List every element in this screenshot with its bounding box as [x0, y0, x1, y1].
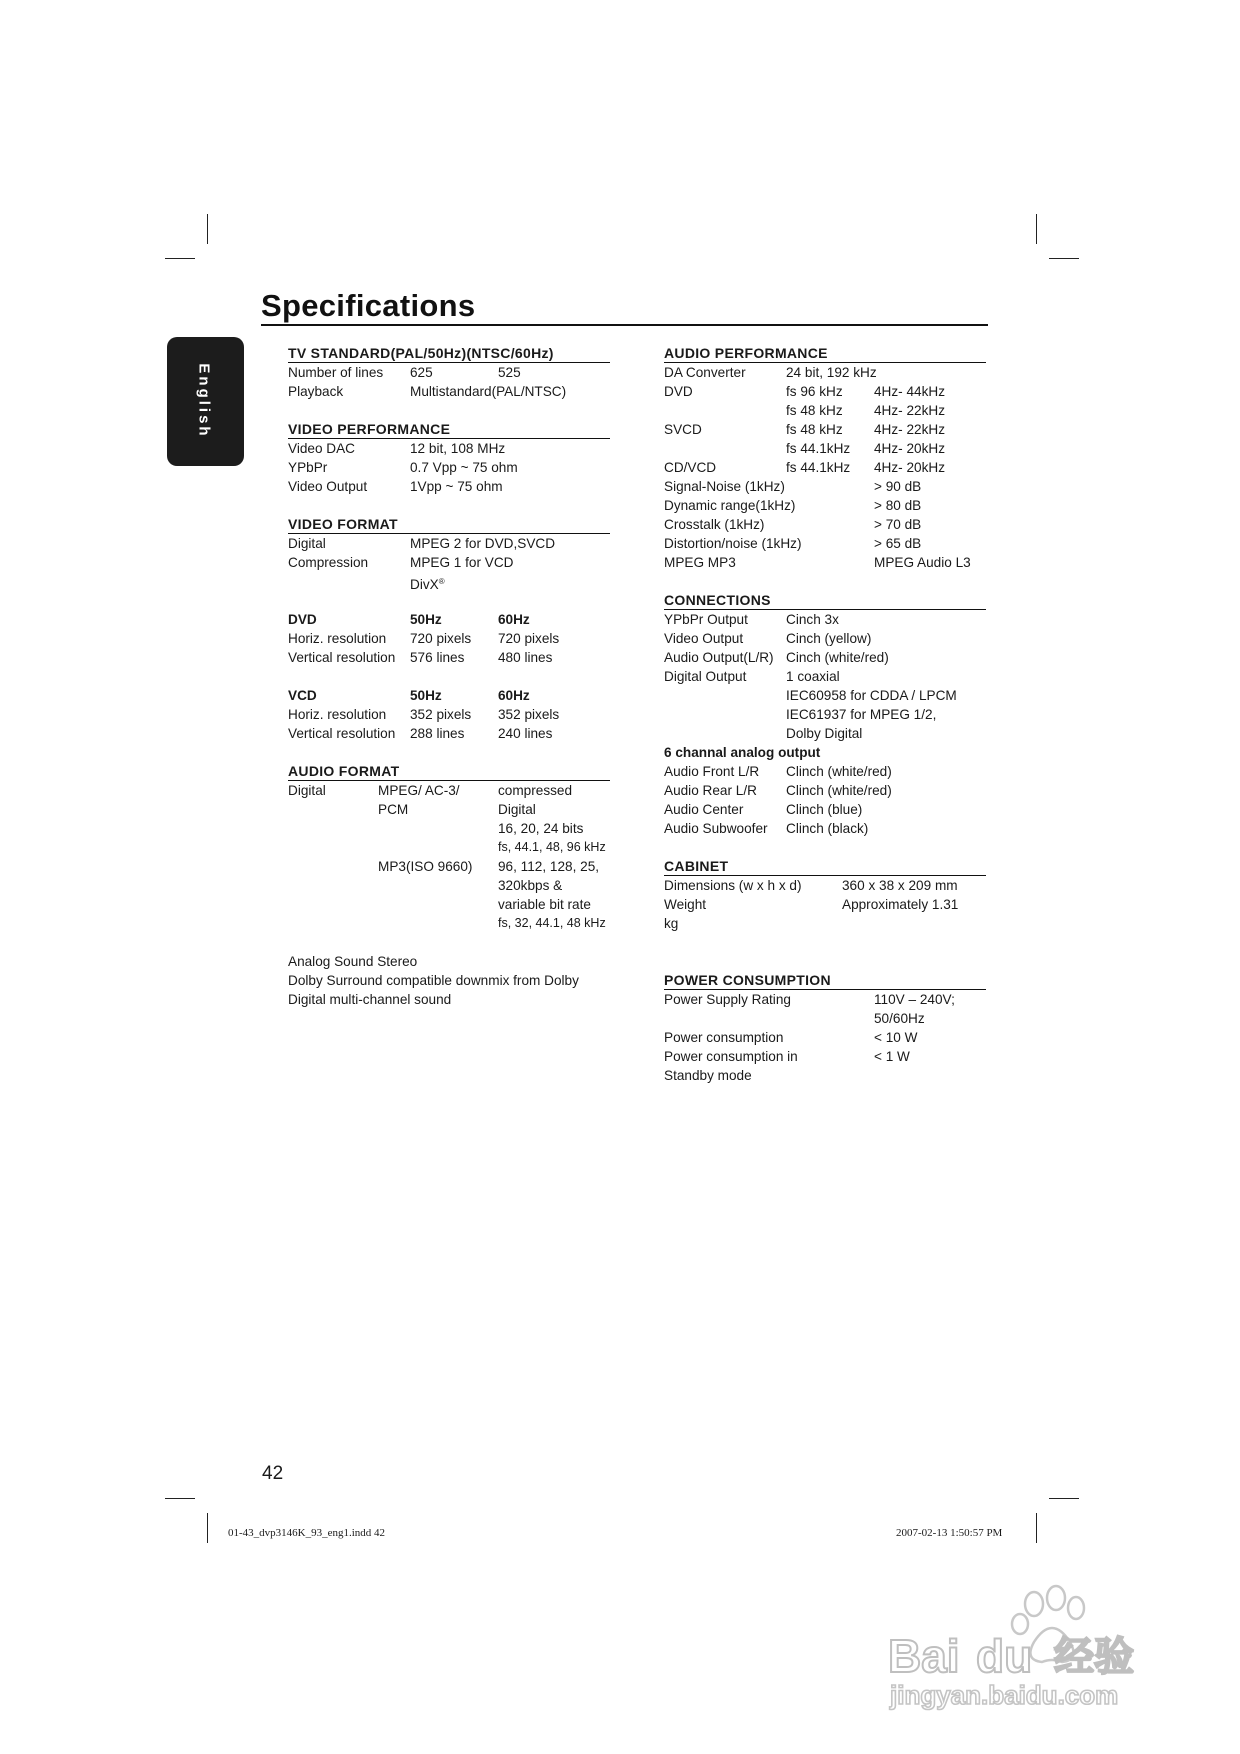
- spec-label: VCD: [288, 688, 317, 703]
- spec-label: Audio Output(L/R): [664, 650, 774, 665]
- connections-section: [664, 591, 986, 838]
- spec-note: Digital multi-channel sound: [288, 992, 452, 1007]
- spec-value: > 80 dB: [874, 498, 922, 513]
- spec-row: [288, 648, 610, 667]
- spec-label: [288, 838, 378, 857]
- spec-row: [288, 857, 610, 876]
- svg-text:jingyan.baidu.com: jingyan.baidu.com: [890, 1680, 1119, 1710]
- spec-value: 0.7 Vpp ~ 75 ohm: [410, 460, 518, 475]
- spec-value: 110V – 240V;: [874, 992, 955, 1007]
- spec-label: YPbPr Output: [664, 612, 748, 627]
- page-number: 42: [262, 1463, 284, 1484]
- spec-subheading: 6 channal analog output: [664, 745, 821, 760]
- spec-label: Video DAC: [288, 441, 355, 456]
- left-column: [288, 344, 610, 1028]
- spec-label: Power Supply Rating: [664, 992, 791, 1007]
- spec-label: [288, 914, 378, 933]
- spec-row: [288, 705, 610, 724]
- spec-row: [664, 420, 986, 439]
- spec-row: [288, 876, 610, 895]
- spec-row: [664, 1009, 986, 1028]
- spec-note: Analog Sound Stereo: [288, 954, 418, 969]
- spec-label: Playback: [288, 384, 344, 399]
- svg-text:经验: 经验: [1054, 1634, 1134, 1680]
- spec-value: Multistandard(PAL/NTSC): [410, 384, 567, 399]
- spec-label: Horiz. resolution: [288, 631, 387, 646]
- spec-row: [664, 1028, 986, 1047]
- spec-note: Dolby Surround compatible downmix from Dolby: [288, 973, 579, 988]
- spec-value: [378, 838, 498, 857]
- divx-text: DivX: [410, 577, 439, 592]
- spec-column-heading: 50Hz: [410, 612, 442, 627]
- spec-label: Digital: [288, 783, 326, 798]
- spec-row: [664, 610, 986, 629]
- language-tab-label: English: [195, 363, 213, 439]
- spec-value: 525: [498, 365, 521, 380]
- section-heading: AUDIO PERFORMANCE: [664, 344, 986, 363]
- section-heading: VIDEO FORMAT: [288, 515, 610, 534]
- spec-value: 96, 112, 128, 25,: [498, 859, 600, 874]
- spec-row: [664, 895, 986, 914]
- spec-row: [288, 534, 610, 553]
- spec-value: 480 lines: [498, 650, 553, 665]
- spec-value: Cinch (white/red): [786, 650, 889, 665]
- spec-row: [664, 496, 986, 515]
- spec-value: 360 x 38 x 209 mm: [842, 878, 958, 893]
- spec-row: [288, 819, 610, 838]
- spec-value: 4Hz- 22kHz: [874, 403, 946, 418]
- spec-value: Clinch (black): [786, 821, 869, 836]
- spec-label: Weight: [664, 897, 707, 912]
- spec-label: Compression: [288, 555, 369, 570]
- spec-value: IEC60958 for CDDA / LPCM: [786, 688, 957, 703]
- spec-row: [664, 819, 986, 838]
- spec-row: [288, 895, 610, 914]
- spec-label: YPbPr: [288, 460, 328, 475]
- svg-text:du: du: [976, 1630, 1033, 1682]
- spec-value: IEC61937 for MPEG 1/2,: [786, 707, 937, 722]
- spec-row: [288, 781, 610, 800]
- spec-row: [664, 1066, 986, 1085]
- crop-mark: [165, 1498, 195, 1499]
- spec-value: 320kbps &: [498, 878, 563, 893]
- spec-value: 50/60Hz: [874, 1011, 925, 1026]
- spec-label: Vertical resolution: [288, 726, 396, 741]
- spec-label: Dimensions (w x h x d): [664, 878, 802, 893]
- spec-row: [288, 477, 610, 496]
- spec-row: [664, 629, 986, 648]
- spec-row: [664, 705, 986, 724]
- spec-label: [664, 686, 786, 705]
- spec-value: PCM: [378, 802, 409, 817]
- spec-label: [288, 572, 410, 591]
- spec-value: 1 coaxial: [786, 669, 840, 684]
- spec-row: [288, 724, 610, 743]
- spec-overflow: kg: [664, 916, 679, 931]
- audio-format-section: [288, 762, 610, 1009]
- spec-label: Distortion/noise (1kHz): [664, 536, 802, 551]
- spec-label: [288, 819, 378, 838]
- section-heading: VIDEO PERFORMANCE: [288, 420, 610, 439]
- spec-label: [664, 724, 786, 743]
- spec-value: > 65 dB: [874, 536, 922, 551]
- spec-label: Dynamic range(1kHz): [664, 498, 796, 513]
- spec-value: variable bit rate: [498, 897, 591, 912]
- spec-value: 4Hz- 20kHz: [874, 460, 946, 475]
- spec-label: Crosstalk (1kHz): [664, 517, 765, 532]
- spec-value: < 10 W: [874, 1030, 918, 1045]
- spec-value: > 70 dB: [874, 517, 922, 532]
- spec-label: Vertical resolution: [288, 650, 396, 665]
- spec-label: Audio Center: [664, 802, 744, 817]
- spec-value: MP3(ISO 9660): [378, 859, 473, 874]
- print-slug-timestamp: 2007-02-13 1:50:57 PM: [896, 1527, 1003, 1539]
- spec-label: [288, 800, 378, 819]
- crop-mark: [1036, 214, 1037, 244]
- spec-label: [664, 439, 786, 458]
- section-heading: POWER CONSUMPTION: [664, 971, 986, 990]
- spec-label: [288, 857, 378, 876]
- spec-row: [664, 1047, 986, 1066]
- spec-value: [410, 572, 445, 591]
- crop-mark: [1049, 1498, 1079, 1499]
- spec-value: MPEG 1 for VCD: [410, 555, 514, 570]
- power-consumption-section: [664, 971, 986, 1085]
- spec-row: [288, 838, 610, 857]
- spec-value: fs 48 kHz: [786, 422, 843, 437]
- spec-row: [664, 458, 986, 477]
- spec-row: [288, 553, 610, 572]
- spec-label: Number of lines: [288, 365, 384, 380]
- spec-row: [288, 800, 610, 819]
- spec-value: 4Hz- 22kHz: [874, 422, 946, 437]
- spec-row: [664, 439, 986, 458]
- spec-value: fs, 32, 44.1, 48 kHz: [498, 916, 606, 930]
- spec-row: [664, 876, 986, 895]
- spec-value: [378, 914, 498, 933]
- spec-column-heading: 60Hz: [498, 688, 530, 703]
- spec-row: [664, 800, 986, 819]
- spec-value: 1Vpp ~ 75 ohm: [410, 479, 503, 494]
- section-heading: CONNECTIONS: [664, 591, 986, 610]
- registered-mark: ®: [438, 577, 445, 586]
- crop-mark: [207, 214, 208, 244]
- spec-value: compressed: [498, 783, 573, 798]
- spec-value: MPEG 2 for DVD,SVCD: [410, 536, 556, 551]
- spec-value: 720 pixels: [498, 631, 560, 646]
- crop-mark: [1049, 258, 1079, 259]
- spec-row: [288, 439, 610, 458]
- title-rule: [261, 324, 988, 326]
- baidu-watermark-logo: [884, 1572, 1174, 1712]
- print-slug-file: 01-43_dvp3146K_93_eng1.indd 42: [228, 1527, 386, 1539]
- spec-row: [664, 686, 986, 705]
- spec-value: MPEG Audio L3: [874, 555, 971, 570]
- spec-value: [378, 895, 498, 914]
- spec-row: [664, 534, 986, 553]
- spec-row: [288, 572, 610, 591]
- spec-value: 288 lines: [410, 726, 465, 741]
- spec-label: [288, 895, 378, 914]
- spec-header-row: [288, 610, 610, 629]
- spec-value: Digital: [498, 802, 536, 817]
- spec-row: [664, 553, 986, 572]
- spec-value: 4Hz- 44kHz: [874, 384, 946, 399]
- spec-value: 12 bit, 108 MHz: [410, 441, 506, 456]
- spec-label: DVD: [664, 384, 693, 399]
- spec-value: Dolby Digital: [786, 726, 863, 741]
- spec-row: [288, 914, 610, 933]
- spec-value: 4Hz- 20kHz: [874, 441, 946, 456]
- spec-column-heading: 60Hz: [498, 612, 530, 627]
- spec-value: Clinch (blue): [786, 802, 863, 817]
- spec-value: Cinch (yellow): [786, 631, 872, 646]
- spec-value: 352 pixels: [410, 707, 472, 722]
- spec-label: DVD: [288, 612, 317, 627]
- spec-label: [664, 705, 786, 724]
- spec-row: [664, 724, 986, 743]
- spec-column-heading: 50Hz: [410, 688, 442, 703]
- spec-value: Clinch (white/red): [786, 783, 892, 798]
- spec-label: Audio Subwoofer: [664, 821, 768, 836]
- spec-row: [664, 477, 986, 496]
- spec-value: 576 lines: [410, 650, 465, 665]
- spec-value: 16, 20, 24 bits: [498, 821, 584, 836]
- spec-row: [288, 629, 610, 648]
- spec-value: fs 96 kHz: [786, 384, 843, 399]
- crop-mark: [207, 1513, 208, 1543]
- spec-label: Power consumption: [664, 1030, 784, 1045]
- spec-row: [664, 667, 986, 686]
- spec-label: CD/VCD: [664, 460, 717, 475]
- spec-row: [664, 515, 986, 534]
- spec-row: [664, 781, 986, 800]
- spec-value: > 90 dB: [874, 479, 922, 494]
- spec-row: [664, 648, 986, 667]
- spec-label: MPEG MP3: [664, 555, 736, 570]
- spec-value: 24 bit, 192 kHz: [786, 365, 877, 380]
- spec-row: [664, 382, 986, 401]
- spec-value: MPEG/ AC-3/: [378, 783, 460, 798]
- spec-value: fs 44.1kHz: [786, 441, 851, 456]
- spec-value: 240 lines: [498, 726, 553, 741]
- spec-value: < 1 W: [874, 1049, 910, 1064]
- crop-mark: [165, 258, 195, 259]
- right-column: [664, 344, 986, 1085]
- vcd-section: [288, 686, 610, 743]
- audio-performance-section: [664, 344, 986, 572]
- section-heading: TV STANDARD(PAL/50Hz)(NTSC/60Hz): [288, 344, 610, 363]
- video-performance-section: [288, 420, 610, 496]
- language-tab: [167, 337, 244, 466]
- section-heading: CABINET: [664, 857, 986, 876]
- spec-value: [378, 876, 498, 895]
- spec-label: Video Output: [664, 631, 744, 646]
- spec-label: Audio Front L/R: [664, 764, 760, 779]
- dvd-section: [288, 610, 610, 667]
- section-heading: AUDIO FORMAT: [288, 762, 610, 781]
- spec-label: [664, 401, 786, 420]
- spec-label: Digital: [288, 536, 326, 551]
- spec-label: DA Converter: [664, 365, 746, 380]
- spec-value: Approximately 1.31: [842, 897, 959, 912]
- spec-label: Standby mode: [664, 1068, 752, 1083]
- spec-row: [664, 762, 986, 781]
- crop-mark: [1036, 1513, 1037, 1543]
- spec-row: [288, 363, 610, 382]
- spec-label: SVCD: [664, 422, 702, 437]
- spec-value: fs 48 kHz: [786, 403, 843, 418]
- page-title: Specifications: [261, 288, 476, 323]
- cabinet-section: [664, 857, 986, 933]
- spec-row: [664, 363, 986, 382]
- video-format-section: [288, 515, 610, 591]
- spec-value: Cinch 3x: [786, 612, 839, 627]
- spec-value: fs 44.1kHz: [786, 460, 851, 475]
- spec-label: [664, 1009, 874, 1028]
- spec-label: [288, 876, 378, 895]
- spec-value: 720 pixels: [410, 631, 472, 646]
- spec-label: Digital Output: [664, 669, 747, 684]
- spec-label: Audio Rear L/R: [664, 783, 757, 798]
- spec-row: [664, 401, 986, 420]
- spec-row: [288, 382, 610, 401]
- spec-value: 352 pixels: [498, 707, 560, 722]
- spec-label: Video Output: [288, 479, 368, 494]
- spec-label: Signal-Noise (1kHz): [664, 479, 785, 494]
- spec-value: 625: [410, 365, 433, 380]
- spec-row: [664, 990, 986, 1009]
- spec-value: Clinch (white/red): [786, 764, 892, 779]
- spec-label: Horiz. resolution: [288, 707, 387, 722]
- svg-text:Bai: Bai: [888, 1630, 960, 1682]
- spec-header-row: [288, 686, 610, 705]
- spec-value: [378, 819, 498, 838]
- spec-label: Power consumption in: [664, 1049, 798, 1064]
- spec-row: [288, 458, 610, 477]
- spec-value: fs, 44.1, 48, 96 kHz: [498, 840, 606, 854]
- tv-standard-section: [288, 344, 610, 401]
